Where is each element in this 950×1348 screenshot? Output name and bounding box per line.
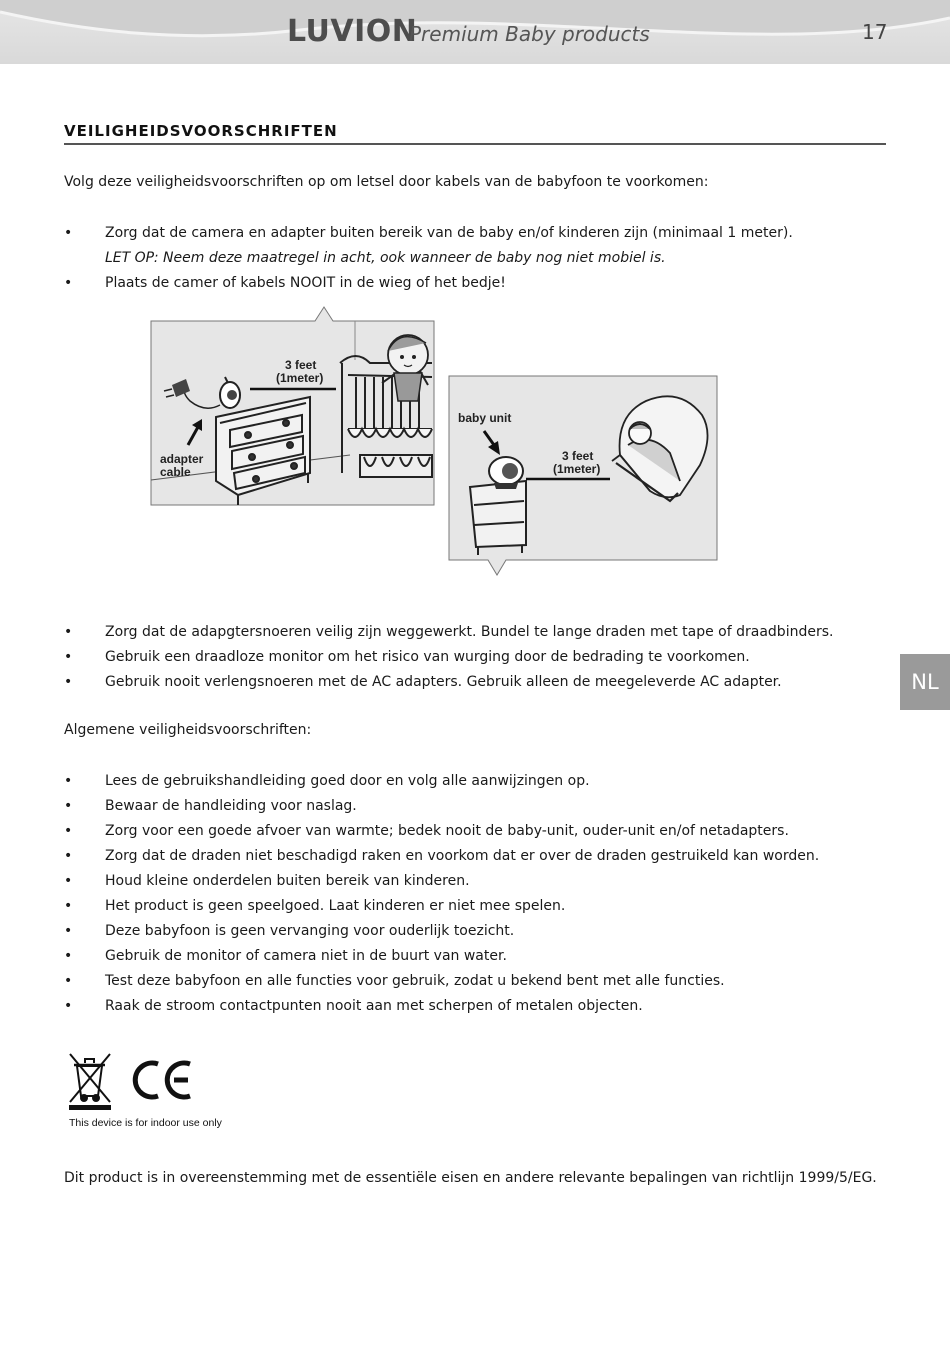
- list-item-text: Zorg dat de draden niet beschadigd raken en voorkom dat er over de draden gestruikeld kan worden.: [105, 848, 820, 864]
- list-item-text: Test deze babyfoon en alle functies voor gebruik, zodat u bekend bent met alle functies.: [105, 973, 725, 989]
- list-item-text: Plaats de camer of kabels NOOIT in de wieg of het bedje!: [105, 275, 506, 291]
- general-heading: Algemene veiligheidsvoorschriften:: [64, 722, 312, 738]
- list-item: [64, 969, 819, 994]
- list-item: [64, 271, 793, 296]
- weee-bin-icon: [69, 1054, 111, 1110]
- section-title: VEILIGHEIDSVOORSCHRIFTEN: [64, 122, 886, 145]
- list-item-text: Zorg dat de camera en adapter buiten bereik van de baby en/of kinderen zijn (minimaal 1 meter).: [105, 225, 793, 241]
- list-item-text: Gebruik nooit verlengsnoeren met de AC adapters. Gebruik alleen de meegeleverde AC adapter.: [105, 674, 782, 690]
- list-item: [64, 769, 819, 794]
- brand-tagline: Premium Baby products: [409, 22, 650, 46]
- list-item-text: Gebruik een draadloze monitor om het risico van wurging door de bedrading te voorkomen.: [105, 649, 750, 665]
- bouncer-panel: [449, 376, 717, 575]
- nursery-panel: [151, 307, 434, 505]
- adapter-label-line2: cable: [160, 465, 191, 479]
- list-item: [64, 944, 819, 969]
- bullet: •: [64, 923, 73, 939]
- list-item-text: Deze babyfoon is geen vervanging voor ouderlijk toezicht.: [105, 923, 515, 939]
- bullet: •: [64, 873, 73, 889]
- adapter-label-line1: adapter: [160, 452, 204, 466]
- list-item: [64, 844, 819, 869]
- bullet: •: [64, 773, 73, 789]
- indoor-use-note: This device is for indoor use only: [69, 1117, 222, 1129]
- list-item-text: Gebruik de monitor of camera niet in de buurt van water.: [105, 948, 507, 964]
- bullet: •: [64, 624, 73, 640]
- bullet: •: [64, 948, 73, 964]
- left-distance-line2: (1meter): [276, 371, 324, 385]
- left-distance-line1: 3 feet: [285, 358, 317, 372]
- bullet: •: [64, 275, 73, 291]
- list-item: [64, 894, 819, 919]
- list-item: [64, 919, 819, 944]
- baby-unit-label: baby unit: [458, 411, 512, 425]
- list-item: [64, 645, 833, 670]
- compliance-symbols: [66, 1050, 206, 1112]
- list-item: [64, 620, 833, 645]
- right-distance-line2: (1meter): [553, 462, 601, 476]
- list-item-text: Lees de gebruikshandleiding goed door en volg alle aanwijzingen op.: [105, 773, 590, 789]
- list-item: [64, 221, 793, 246]
- intro-paragraph: Volg deze veiligheidsvoorschriften op om letsel door kabels van de babyfoon te voorkomen:: [64, 174, 709, 190]
- language-tab: NL: [900, 654, 950, 710]
- list-item: [64, 819, 819, 844]
- page-number: 17: [862, 20, 888, 44]
- bullet: •: [64, 225, 73, 241]
- bullet: •: [64, 649, 73, 665]
- list-item-note: [64, 246, 793, 271]
- bullet: •: [64, 898, 73, 914]
- general-safety-list: [64, 769, 819, 1019]
- bullet: •: [64, 798, 73, 814]
- bullet: •: [64, 973, 73, 989]
- list-item: [64, 794, 819, 819]
- compliance-statement: Dit product is in overeenstemming met de essentiële eisen en andere relevante bepalingen van richtlijn 1999/5/EG.: [64, 1170, 877, 1186]
- bullet: •: [64, 998, 73, 1014]
- list-item: [64, 869, 819, 894]
- list-item-text: Zorg dat de adapgtersnoeren veilig zijn weggewerkt. Bundel te lange draden met tape of draadbinders.: [105, 624, 834, 640]
- ce-mark-icon: [135, 1063, 190, 1097]
- list-item-text: Zorg voor een goede afvoer van warmte; bedek nooit de baby-unit, ouder-unit en/of netadapters.: [105, 823, 789, 839]
- bullet: •: [64, 823, 73, 839]
- cable-safety-list: [64, 221, 793, 296]
- list-item-text: Bewaar de handleiding voor naslag.: [105, 798, 357, 814]
- cable-tips-list: [64, 620, 833, 695]
- page-header: [0, 0, 950, 64]
- bullet: •: [64, 848, 73, 864]
- list-item: [64, 670, 833, 695]
- list-item-text: Raak de stroom contactpunten nooit aan met scherpen of metalen objecten.: [105, 998, 643, 1014]
- list-item: [64, 994, 819, 1019]
- bullet: •: [64, 674, 73, 690]
- list-item-note-text: LET OP: Neem deze maatregel in acht, ook wanneer de baby nog niet mobiel is.: [105, 250, 666, 266]
- brand-logo: LUVION: [287, 14, 418, 49]
- right-distance-line1: 3 feet: [562, 449, 594, 463]
- list-item-text: Houd kleine onderdelen buiten bereik van kinderen.: [105, 873, 470, 889]
- small-dresser-drawing: [470, 481, 526, 555]
- list-item-text: Het product is geen speelgoed. Laat kinderen er niet mee spelen.: [105, 898, 566, 914]
- cable-distance-illustration: [150, 305, 720, 580]
